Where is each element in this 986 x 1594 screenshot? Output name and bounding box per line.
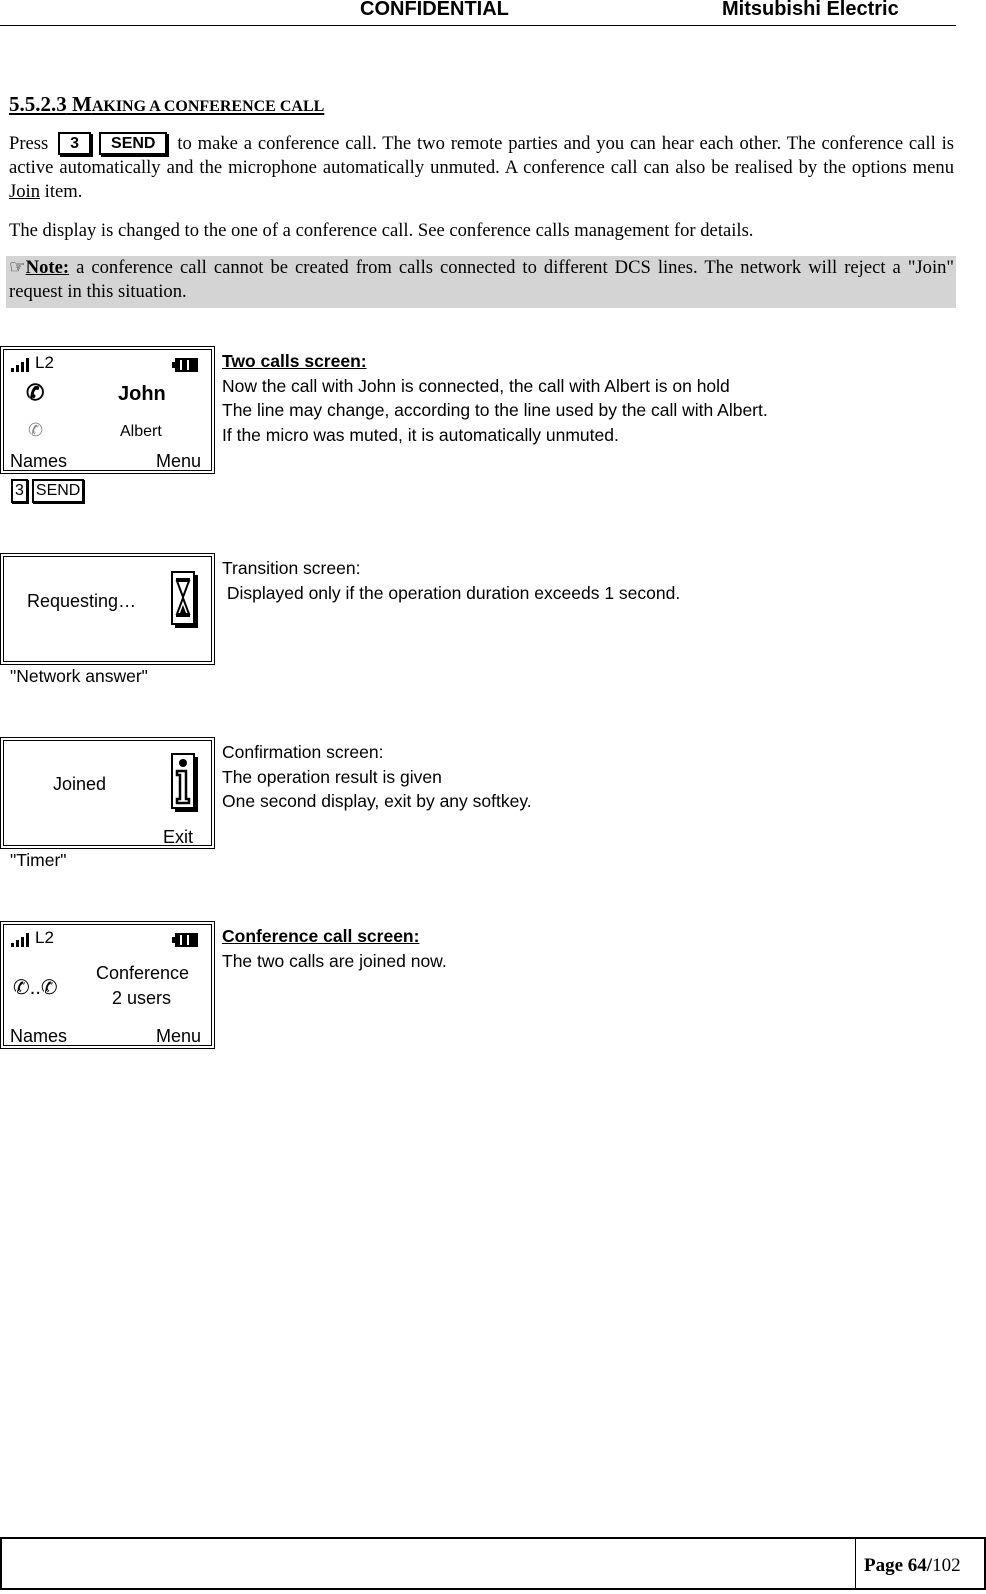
- key-sequence: [11, 479, 84, 503]
- conference-label: Conference: [96, 963, 190, 983]
- softkey-menu[interactable]: Menu: [156, 451, 202, 471]
- press-word: Press: [9, 133, 49, 154]
- confirmation-desc-line: Confirmation screen:: [222, 742, 384, 762]
- transition-desc-line: Transition screen:: [222, 558, 361, 578]
- footer-divider: [855, 1539, 856, 1588]
- battery-icon: [172, 358, 198, 372]
- conference-phones-icon: ✆..✆: [13, 977, 58, 999]
- line-label: L2: [35, 353, 54, 372]
- note-label: Note:: [25, 257, 70, 278]
- confirmation-desc-line: The operation result is given: [222, 766, 442, 787]
- join-menu-item: Join: [9, 181, 40, 202]
- two-calls-desc-line: The line may change, according to the line used by the call with Albert.: [222, 400, 768, 420]
- transition-screen: [0, 553, 215, 665]
- info-icon: [171, 753, 199, 813]
- two-calls-description: [222, 349, 768, 447]
- conference-users: 2 users: [112, 988, 172, 1008]
- pointing-hand-icon: ☞: [9, 257, 26, 278]
- two-calls-desc-line: Now the call with John is connected, the call with Albert is on hold: [222, 375, 730, 396]
- requesting-text: Requesting…: [27, 591, 137, 611]
- softkey-menu[interactable]: Menu: [156, 1026, 202, 1046]
- section-number: 5.5.2.3: [9, 92, 67, 116]
- active-call-icon: ✆: [26, 380, 45, 405]
- section-title-initial: M: [72, 92, 92, 116]
- two-calls-screen: [0, 346, 215, 474]
- confirmation-screen: [0, 737, 215, 849]
- line-label: L2: [35, 928, 54, 947]
- paragraph-intro: [9, 132, 954, 204]
- network-answer-caption: "Network answer": [10, 666, 148, 686]
- softkey-names[interactable]: Names: [10, 451, 68, 471]
- key-send: SEND: [99, 132, 167, 155]
- key-send-sequence: SEND: [32, 479, 84, 503]
- note-box: [6, 256, 956, 308]
- transition-desc-line: Displayed only if the operation duration exceeds 1 second.: [222, 582, 681, 603]
- joined-text: Joined: [53, 774, 107, 794]
- timer-caption: "Timer": [10, 850, 67, 870]
- transition-description: [222, 556, 680, 605]
- conference-screen: [0, 921, 215, 1049]
- held-call-icon: ✆: [28, 420, 44, 440]
- battery-icon: [172, 933, 198, 947]
- confirmation-description: [222, 740, 532, 814]
- hourglass-icon: [171, 571, 199, 629]
- active-caller-name: John: [118, 383, 166, 405]
- paragraph-display: The display is changed to the one of a conference call. See conference calls management for details.: [9, 220, 754, 241]
- softkey-exit[interactable]: Exit: [163, 827, 194, 847]
- signal-icon: [11, 358, 31, 372]
- page-label: Page 64/: [864, 1555, 933, 1576]
- company-name: Mitsubishi Electric: [722, 0, 899, 20]
- page-footer: [0, 1537, 986, 1590]
- conference-description: [222, 924, 447, 973]
- conference-title: Conference call screen:: [222, 926, 420, 946]
- section-title-rest: AKING A CONFERENCE CALL: [91, 98, 325, 115]
- two-calls-desc-line: If the micro was muted, it is automatically unmuted.: [222, 424, 619, 445]
- intro-end: item.: [44, 181, 83, 202]
- intro-text: to make a conference call. The two remote parties and you can hear each other. The conference call is active automatically and the microphone automatically unmuted. A conference call can also be realised by the options menu: [9, 133, 955, 178]
- note-text: a conference call cannot be created from calls connected to different DCS lines. The network will reject a "Join" request in this situation.: [9, 257, 954, 302]
- confidential-label: CONFIDENTIAL: [360, 0, 509, 20]
- key-3: 3: [58, 132, 91, 155]
- softkey-names[interactable]: Names: [10, 1026, 68, 1046]
- conference-desc-line: The two calls are joined now.: [222, 950, 447, 971]
- total-pages: 102: [932, 1555, 961, 1576]
- confirmation-desc-line: One second display, exit by any softkey.: [222, 791, 532, 811]
- key-3-sequence: 3: [11, 479, 28, 503]
- page-header: [0, 0, 956, 26]
- held-caller-name: Albert: [120, 423, 162, 440]
- two-calls-title: Two calls screen:: [222, 351, 367, 371]
- page-number: [864, 1555, 961, 1577]
- signal-icon: [11, 933, 31, 947]
- section-title: [9, 92, 324, 117]
